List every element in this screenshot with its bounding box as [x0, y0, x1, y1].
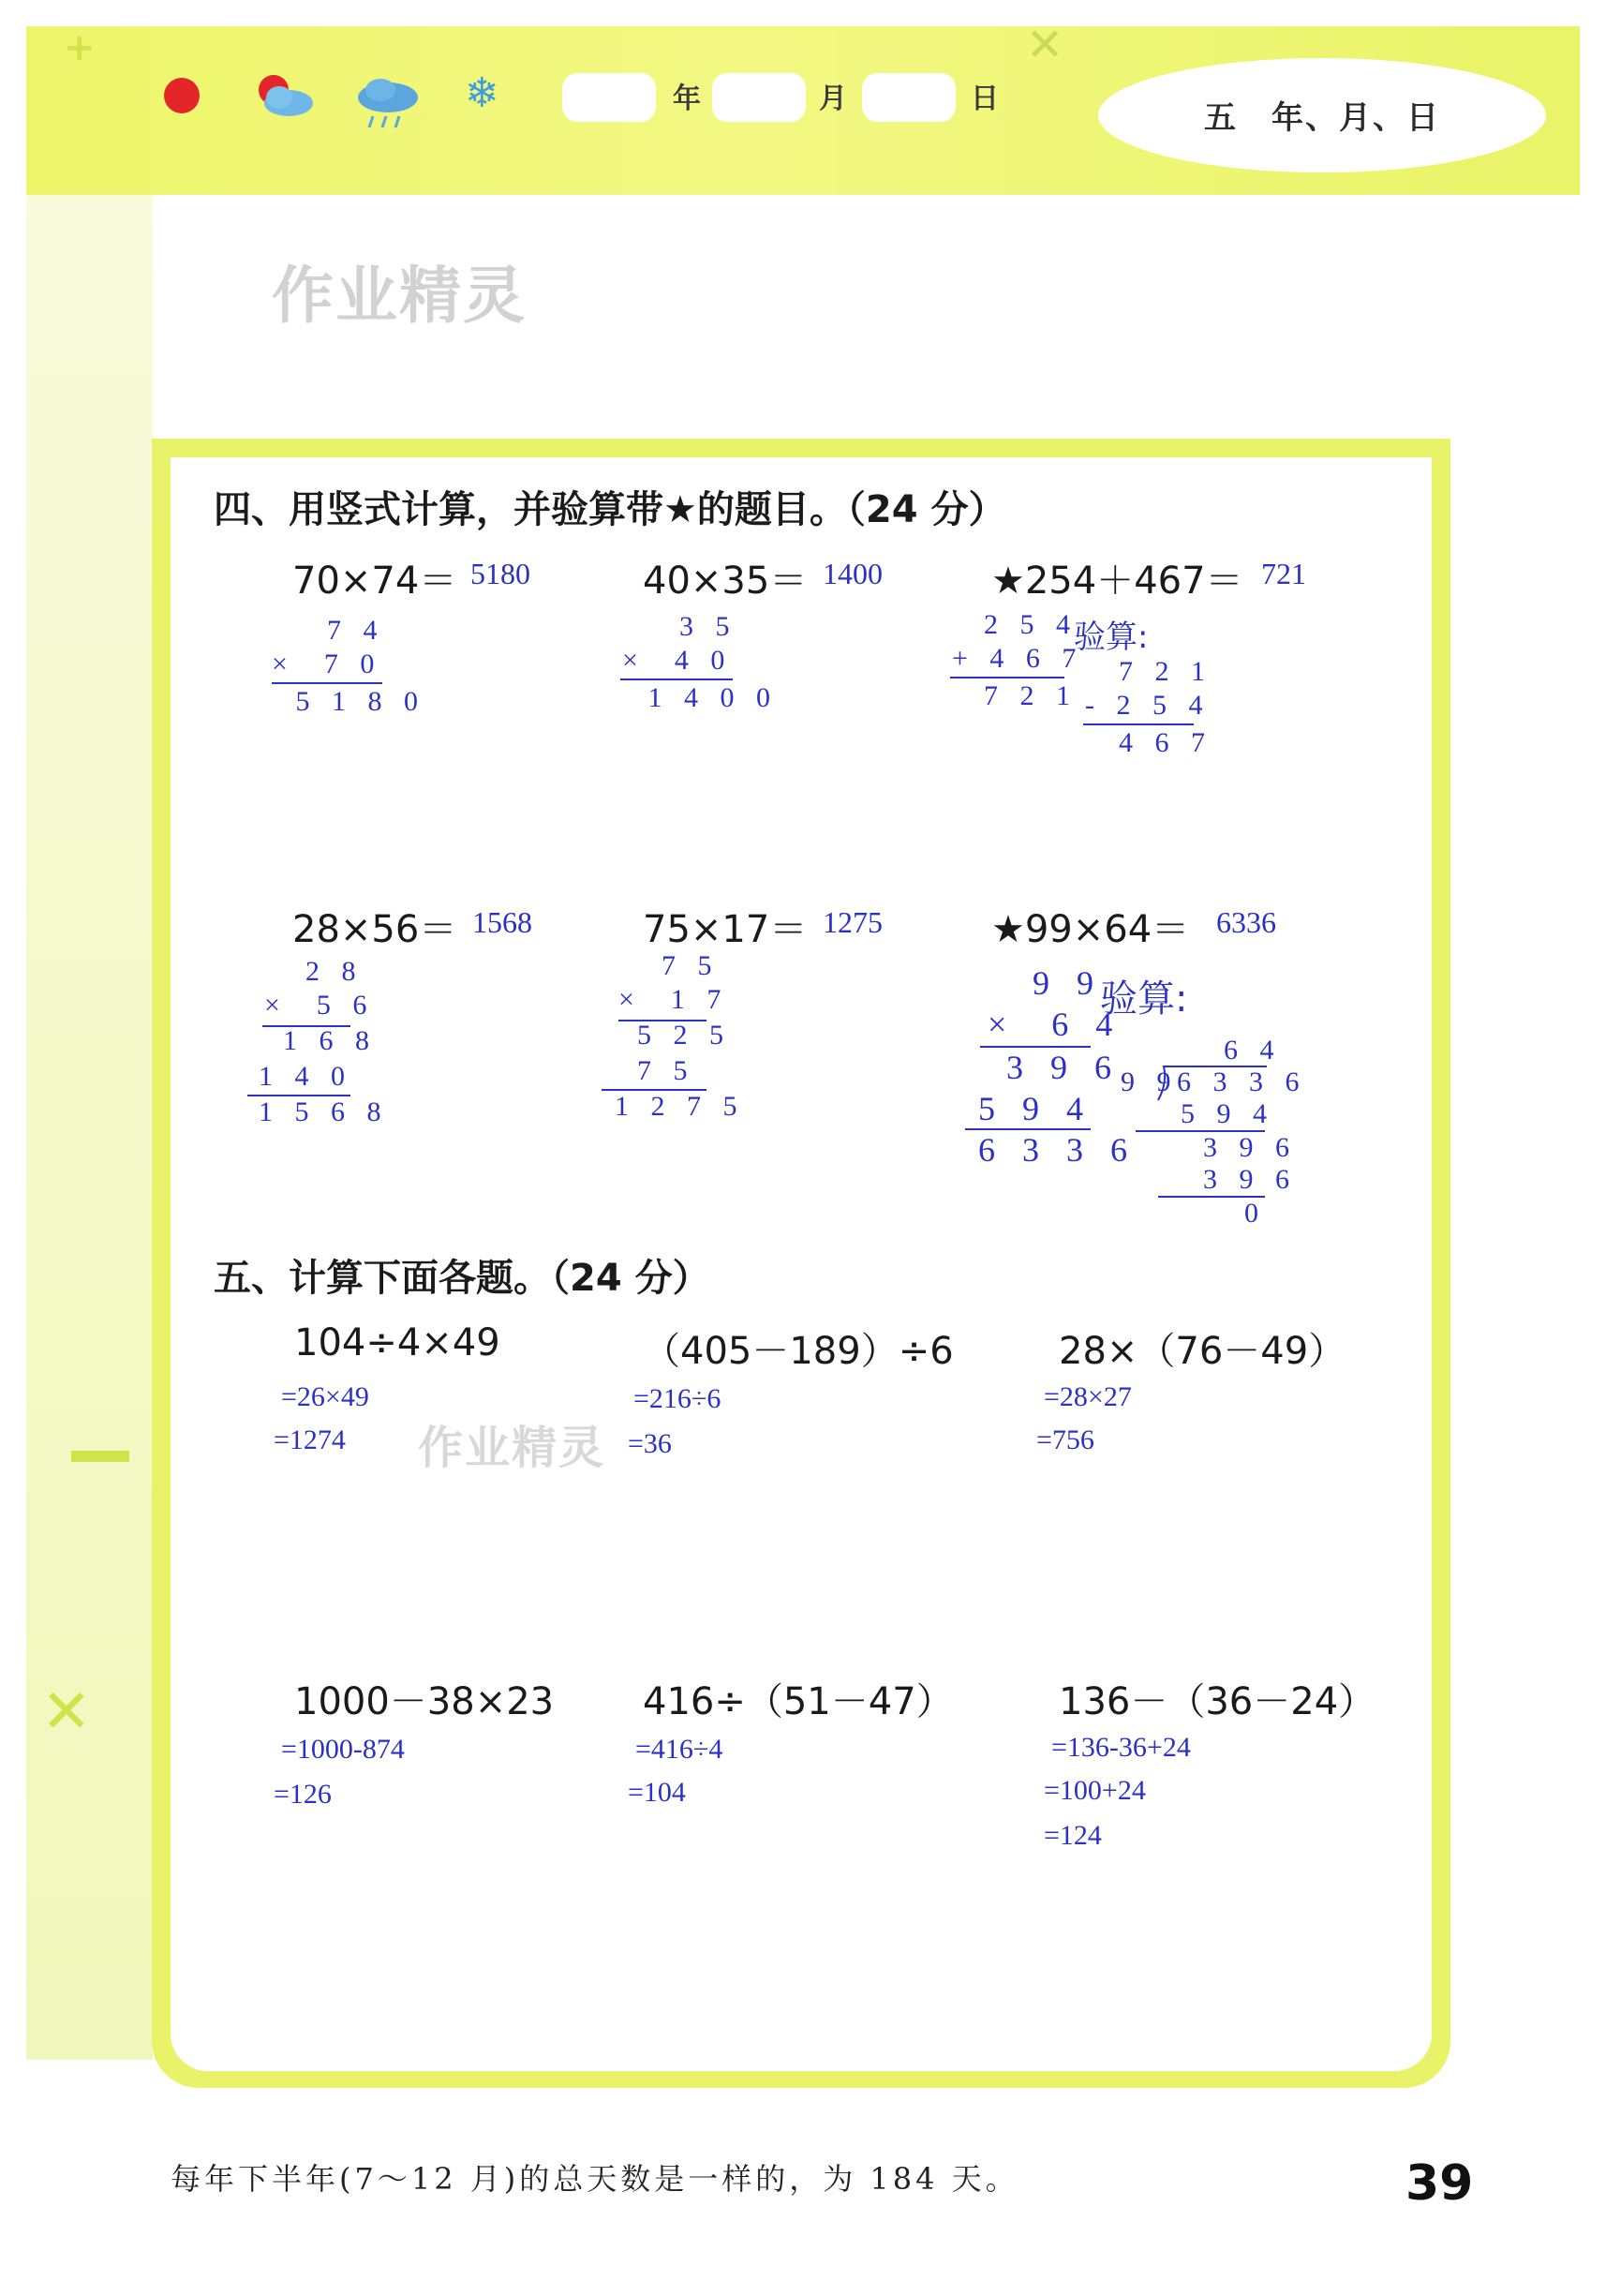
work-line: × 1 7 — [618, 984, 729, 1015]
work-rule — [950, 677, 1064, 678]
work-line: 1 4 0 0 — [633, 682, 778, 713]
work-line: × 5 6 — [264, 990, 375, 1021]
problem-answer: 6336 — [1216, 905, 1276, 939]
work-line: 2 8 — [305, 956, 364, 987]
calc-step: =756 — [1036, 1424, 1094, 1455]
problem-expr: ★99×64＝ — [991, 908, 1190, 951]
work-line: 1 5 6 8 — [259, 1096, 389, 1127]
calc-step: =1274 — [274, 1424, 346, 1455]
problem-expr: 1000－38×23 — [294, 1680, 555, 1723]
check-label: 验算: — [1074, 619, 1149, 656]
problem-expr: 104÷4×49 — [294, 1321, 500, 1364]
decor-cross-icon: ✕ — [41, 1677, 92, 1747]
snowflake-icon[interactable]: ❄ — [465, 69, 499, 117]
calc-step: =104 — [628, 1777, 686, 1808]
decor-cross-icon: ✕ — [1026, 19, 1064, 71]
calc-step: =136-36+24 — [1051, 1732, 1191, 1763]
calc-step: =216÷6 — [633, 1383, 721, 1414]
calc-step: =100+24 — [1044, 1775, 1146, 1806]
work-line: 7 2 1 — [984, 680, 1078, 711]
work-line: 7 5 — [662, 950, 720, 981]
check-line: 6 3 3 6 — [1177, 1066, 1307, 1097]
check-line: 3 9 6 — [1203, 1164, 1297, 1195]
decor-plus-icon: + — [64, 26, 96, 69]
work-line: 1 6 8 — [283, 1025, 377, 1056]
problem-expr: ★254＋467＝ — [991, 559, 1243, 603]
check-label: 验算: — [1100, 977, 1188, 1021]
check-line: 3 9 6 — [1203, 1132, 1297, 1163]
calc-step: =126 — [274, 1779, 332, 1810]
footer-note: 每年下半年(7～12 月)的总天数是一样的，为 184 天。 — [171, 2161, 1019, 2197]
check-line: 0 — [1244, 1198, 1266, 1229]
section5-title: 五、计算下面各题。（24 分） — [214, 1257, 710, 1300]
check-line: 6 4 — [1224, 1035, 1282, 1066]
calc-step: =124 — [1044, 1820, 1102, 1851]
calc-step: =416÷4 — [635, 1734, 723, 1765]
problem-expr: 28×（76－49） — [1059, 1330, 1346, 1373]
work-line: 3 9 6 — [1006, 1049, 1121, 1086]
work-line: 5 1 8 0 — [281, 686, 425, 717]
work-line: 6 3 3 6 — [978, 1131, 1137, 1169]
problem-answer: 5180 — [470, 557, 530, 590]
work-line: 3 5 — [650, 611, 737, 642]
side-margin — [26, 195, 153, 2060]
work-line: × 4 0 — [622, 645, 733, 676]
work-line: 1 2 7 5 — [615, 1091, 745, 1122]
check-line: 4 6 7 — [1119, 727, 1212, 758]
problem-answer: 721 — [1261, 557, 1306, 590]
sun-cloud-icon[interactable] — [251, 69, 319, 122]
problem-expr: 416÷（51－47） — [643, 1680, 954, 1723]
day-field[interactable] — [862, 73, 956, 122]
year-label: 年 — [673, 82, 701, 115]
problem-answer: 1275 — [823, 905, 883, 939]
work-line: 5 2 5 — [637, 1020, 731, 1051]
work-line: 7 5 — [637, 1055, 695, 1086]
day-label: 日 — [971, 82, 999, 115]
work-rule — [620, 678, 733, 680]
calc-step: =1000-874 — [281, 1734, 405, 1765]
calc-step: =36 — [628, 1428, 672, 1459]
problem-expr: 136－（36－24） — [1059, 1680, 1376, 1723]
check-line: 9 9 — [1121, 1066, 1179, 1097]
check-line: - 2 5 4 — [1085, 690, 1211, 721]
problem-answer: 1400 — [823, 557, 883, 590]
decor-minus-icon — [71, 1451, 129, 1462]
section4-title: 四、用竖式计算，并验算带★的题目。（24 分） — [214, 488, 1006, 531]
year-field[interactable] — [562, 73, 656, 122]
work-line: 5 9 4 — [978, 1090, 1093, 1127]
calc-step: =28×27 — [1044, 1381, 1132, 1412]
work-line: 2 5 4 — [984, 609, 1078, 640]
problem-answer: 1568 — [472, 905, 532, 939]
problem-expr: （405－189）÷6 — [643, 1330, 954, 1373]
problem-expr: 70×74＝ — [292, 559, 457, 603]
work-line: × 7 0 — [272, 649, 382, 679]
watermark: 作业精灵 — [272, 260, 527, 332]
work-line: + 4 6 7 — [952, 643, 1084, 674]
check-line: 5 9 4 — [1181, 1098, 1274, 1129]
topic-title: 五 年、月、日 — [1204, 99, 1440, 137]
month-field[interactable] — [712, 73, 806, 122]
problem-expr: 40×35＝ — [643, 559, 808, 603]
work-line: 1 4 0 — [259, 1061, 352, 1092]
problem-expr: 75×17＝ — [643, 908, 808, 951]
work-line: 9 9 — [1033, 964, 1103, 1002]
calc-step: =26×49 — [281, 1381, 369, 1412]
sun-icon[interactable] — [161, 75, 202, 116]
check-rule — [1083, 723, 1194, 725]
work-line: × 6 4 — [988, 1006, 1123, 1043]
problem-expr: 28×56＝ — [292, 908, 457, 951]
work-line: 7 4 — [298, 615, 385, 646]
rain-cloud-icon[interactable] — [352, 75, 424, 131]
work-rule — [272, 682, 382, 684]
month-label: 月 — [819, 82, 847, 115]
check-line: 7 2 1 — [1119, 656, 1212, 687]
watermark: 作业精灵 — [418, 1422, 606, 1474]
page-number: 39 — [1405, 2155, 1474, 2212]
